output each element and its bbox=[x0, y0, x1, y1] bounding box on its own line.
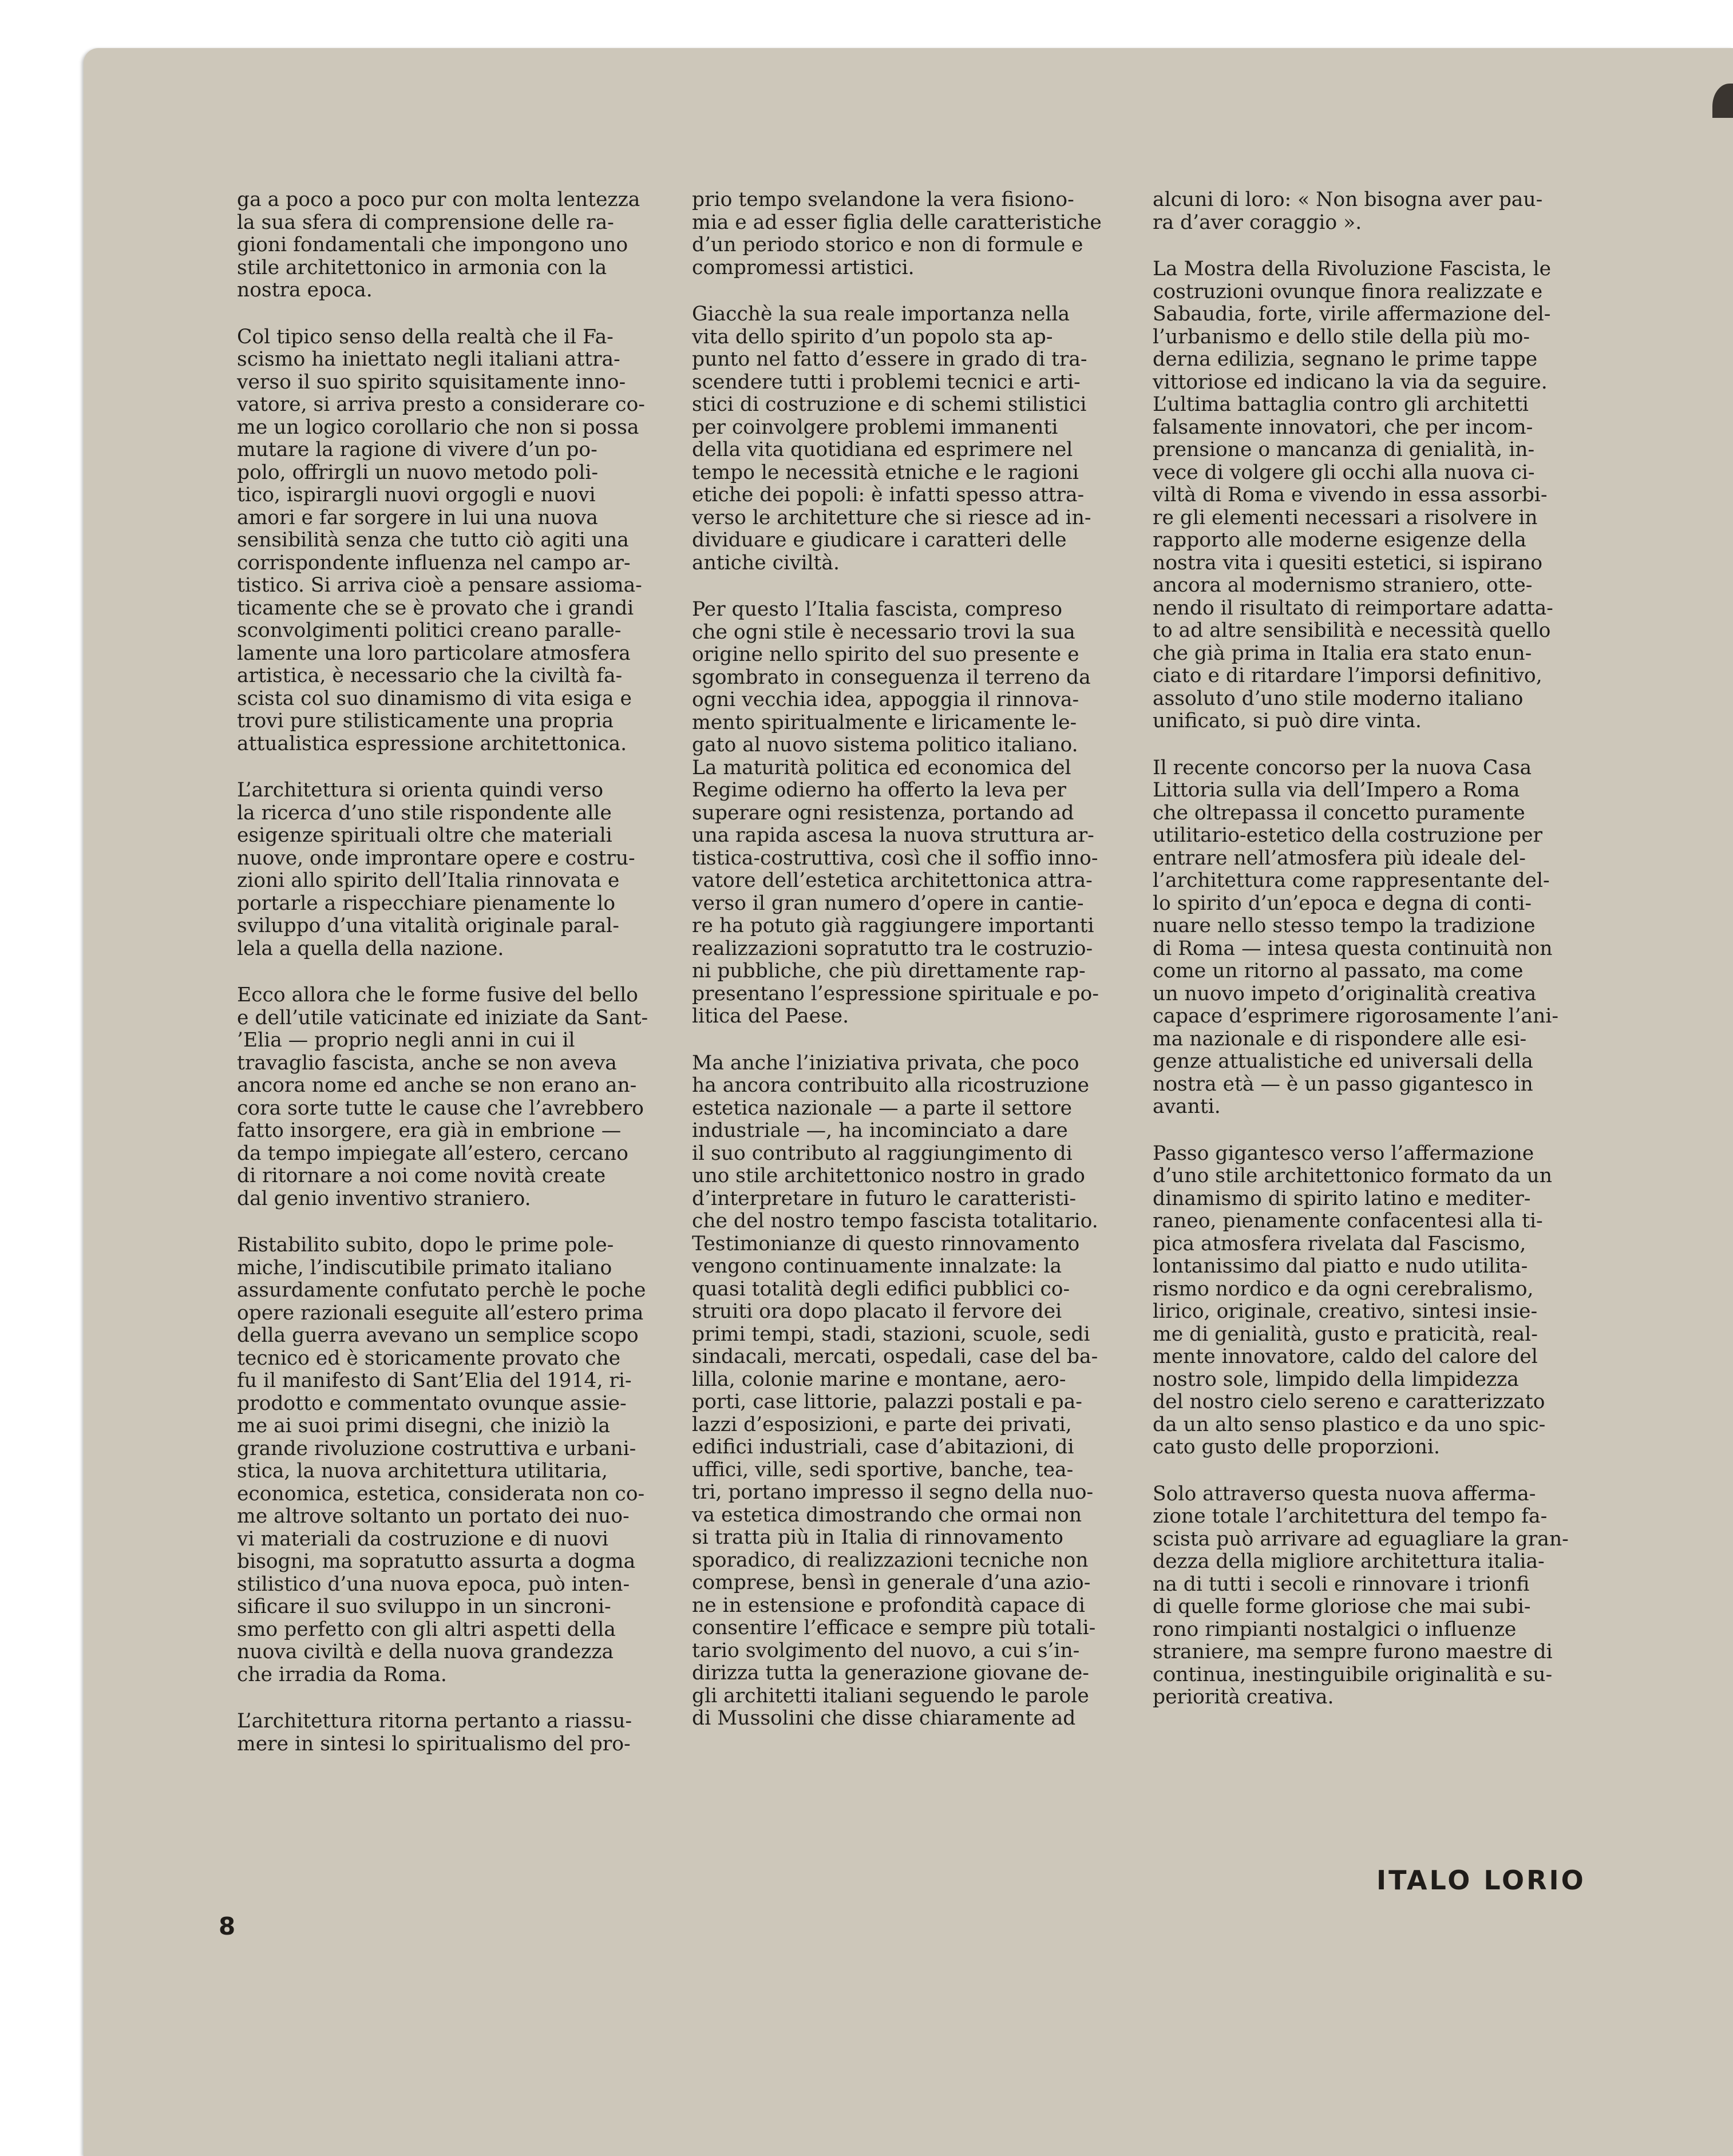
paragraph: alcuni di loro: « Non bisogna aver pau- ra d’aver coraggio ». bbox=[1153, 188, 1543, 234]
text-column-3 bbox=[1153, 189, 1569, 1733]
paragraph: La Mostra della Rivoluzione Fascista, le costruzioni ovunque finora realizzate e Sabaudia, forte, virile affermazione del- l’urbanismo e dello stile della più mo- derna edilizia, segnano le prime tappe vittoriose ed indicano la via da seguire. L’ultima battaglia contro gli architetti falsamente innovatori, che per incom- prensione o mancanza di genialità, in- vece di volgere gli occhi alla nuova ci- viltà di Roma e vivendo in essa assorbi- re gli elementi necessari a risolvere in rapporto alle moderne esigenze della nostra vita i quesiti estetici, si ispirano ancora al modernismo straniero, otte- nendo il risultato di reimportare adatta- to ad altre sensibilità e necessità quello che già prima in Italia era stato enun- ciato e di ritardare l’imporsi definitivo, assoluto d’uno stile moderno italiano unificato, si può dire vinta. bbox=[1153, 257, 1553, 732]
text-column-1 bbox=[237, 189, 648, 1780]
page-corner-binding bbox=[1712, 84, 1733, 118]
paragraph: Per questo l’Italia fascista, compreso che ogni stile è necessario trovi la sua origine nello spirito del suo presente e sgombrato in conseguenza il terreno da ogni vecchia idea, appoggia il rinnova- mento spiritualmente e liricamente le- gato al nuovo sistema politico italiano. La maturità politica ed economica del Regime odierno ha offerto la leva per superare ogni resistenza, portando ad una rapida ascesa la nuova struttura ar- tistica-costruttiva, così che il soffio inno- vatore dell’estetica architettonica attra- verso il gran numero d’opere in cantie- re ha potuto già raggiungere importanti realizzazioni sopratutto tra le costruzio- ni pubbliche, che più direttamente rap- presentano l’espressione spirituale e po- litica del Paese. bbox=[692, 598, 1099, 1028]
paragraph: Ristabilito subito, dopo le prime pole- miche, l’indiscutibile primato italiano assurdamente confutato perchè le poche opere razionali eseguite all’estero prima della guerra avevano un semplice scopo tecnico ed è storicamente provato che fu il manifesto di Sant’Elia del 1914, ri- prodotto e commentato ovunque assie- me ai suoi primi disegni, che iniziò la grande rivoluzione costruttiva e urbani- stica, la nuova architettura utilitaria, economica, estetica, considerata non co- me altrove soltanto un portato dei nuo- vi materiali da costruzione e di nuovi bisogni, ma sopratutto assurta a dogma stilistico d’una nuova epoca, può inten- sificare il suo sviluppo in un sincroni- smo perfetto con gli altri aspetti della nuova civiltà e della nuova grandezza che irradia da Roma. bbox=[237, 1234, 646, 1686]
paragraph: Ma anche l’iniziativa privata, che poco ha ancora contribuito alla ricostruzione estetica nazionale — a parte il settore industriale —, ha incominciato a dare il suo contributo al raggiungimento di uno stile architettonico nostro in grado d’interpretare in futuro le caratteristi- che del nostro tempo fascista totalitario. Testimonianze di questo rinnovamento vengono continuamente innalzate: la quasi totalità degli edifici pubblici co- struiti ora dopo placato il fervore dei primi tempi, stadi, stazioni, scuole, sedi sindacali, mercati, ospedali, case del ba- lilla, colonie marine e montane, aero- porti, case littorie, palazzi postali e pa- lazzi d’esposizioni, e parte dei privati, edifici industriali, case d’abitazioni, di uffici, ville, sedi sportive, banche, tea- tri, portano impresso il segno della nuo- va estetica dimostrando che ormai non si tratta più in Italia di rinnovamento sporadico, di realizzazioni tecniche non comprese, bensì in generale d’una azio- ne in estensione e profondità capace di consentire l’efficace e sempre più totali- tario svolgimento del nuovo, a cui s’in- dirizza tutta la generazione giovane de- gli architetti italiani seguendo le parole di Mussolini che disse chiaramente ad bbox=[692, 1051, 1098, 1730]
paragraph: Ecco allora che le forme fusive del bello e dell’utile vaticinate ed iniziate da Sant- ’Elia — proprio negli anni in cui il travaglio fascista, anche se non aveva ancora nome ed anche se non erano an- cora sorte tutte le cause che l’avrebbero fatto insorgere, era già in embrione — da tempo impiegate all’estero, cercano di ritornare a noi come novità create dal genio inventivo straniero. bbox=[237, 984, 648, 1210]
page-number: 8 bbox=[219, 1912, 236, 1940]
paragraph: Solo attraverso questa nuova afferma- zione totale l’architettura del tempo fa- scista può arrivare ad eguagliare la gran- dezza della migliore architettura italia- na di tutti i secoli e rinnovare i trionfi di quelle forme gloriose che mai subi- rono rimpianti nostalgici o influenze straniere, ma sempre furono maestre di continua, inestinguibile originalità e su- periorità creativa. bbox=[1153, 1482, 1569, 1709]
text-column-2 bbox=[692, 189, 1102, 1754]
paragraph: L’architettura si orienta quindi verso la ricerca d’uno stile rispondente alle esigenze spirituali oltre che materiali nuove, onde improntare opere e costru- zioni allo spirito dell’Italia rinnovata e portarle a rispecchiare pienamente lo sviluppo d’una vitalità originale paral- lela a quella della nazione. bbox=[237, 779, 635, 960]
paragraph: L’architettura ritorna pertanto a riassu- mere in sintesi lo spiritualismo del pro- bbox=[237, 1710, 632, 1755]
author-signature: ITALO LORIO bbox=[1376, 1865, 1586, 1896]
paragraph: prio tempo svelandone la vera fisiono- mia e ad esser figlia delle caratteristiche d’un periodo storico e non di formule e compromessi artistici. bbox=[692, 188, 1102, 279]
paragraph: ga a poco a poco pur con molta lentezza la sua sfera di comprensione delle ra- gioni fondamentali che impongono uno stile architettonico in armonia con la nostra epoca. bbox=[237, 188, 640, 302]
paragraph: Passo gigantesco verso l’affermazione d’uno stile architettonico formato da un dinamismo di spirito latino e mediter- raneo, pienamente confacentesi alla ti- pica atmosfera rivelata dal Fascismo, lontanissimo dal piatto e nudo utilita- rismo nordico e da ogni cerebralismo, lirico, originale, creativo, sintesi insie- me di genialità, gusto e praticità, real- mente innovatore, caldo del calore del nostro sole, limpido della limpidezza del nostro cielo sereno e caratterizzato da un alto senso plastico e da uno spic- cato gusto delle proporzioni. bbox=[1153, 1142, 1552, 1459]
paragraph: Col tipico senso della realtà che il Fa- scismo ha iniettato negli italiani attra- verso il suo spirito squisitamente inno- vatore, si arriva presto a considerare co- me un logico corollario che non si possa mutare la ragione di vivere d’un po- polo, offrirgli un nuovo metodo poli- tico, ispirargli nuovi orgogli e nuovi amori e far sorgere in lui una nuova sensibilità senza che tutto ciò agiti una corrispondente influenza nel campo ar- tistico. Si arriva cioè a pensare assioma- ticamente che se è provato che i grandi sconvolgimenti politici creano paralle- lamente una loro particolare atmosfera artistica, è necessario che la civiltà fa- scista col suo dinamismo di vita esiga e trovi pure stilisticamente una propria attualistica espressione architettonica. bbox=[237, 325, 645, 755]
paragraph: Giacchè la sua reale importanza nella vita dello spirito d’un popolo sta ap- punto nel fatto d’essere in grado di tra- scendere tutti i problemi tecnici e arti- stici di costruzione e di schemi stilistici per coinvolgere problemi immanenti della vita quotidiana ed esprimere nel tempo le necessità etniche e le ragioni etiche dei popoli: è infatti spesso attra- verso le architetture che si riesce ad in- dividuare e giudicare i caratteri delle antiche civiltà. bbox=[692, 303, 1091, 574]
paragraph: Il recente concorso per la nuova Casa Littoria sulla via dell’Impero a Roma che oltrepassa il concetto puramente utilitario-estetico della costruzione per entrare nell’atmosfera più ideale del- l’architettura come rappresentante del- lo spirito d’un’epoca e degna di conti- nuare nello stesso tempo la tradizione di Roma — intesa questa continuità non come un ritorno al passato, ma come un nuovo impeto d’originalità creativa capace d’esprimere rigorosamente l’ani- ma nazionale e di rispondere alle esi- genze attualistiche ed universali della nostra età — è un passo gigantesco in avanti. bbox=[1153, 756, 1559, 1118]
